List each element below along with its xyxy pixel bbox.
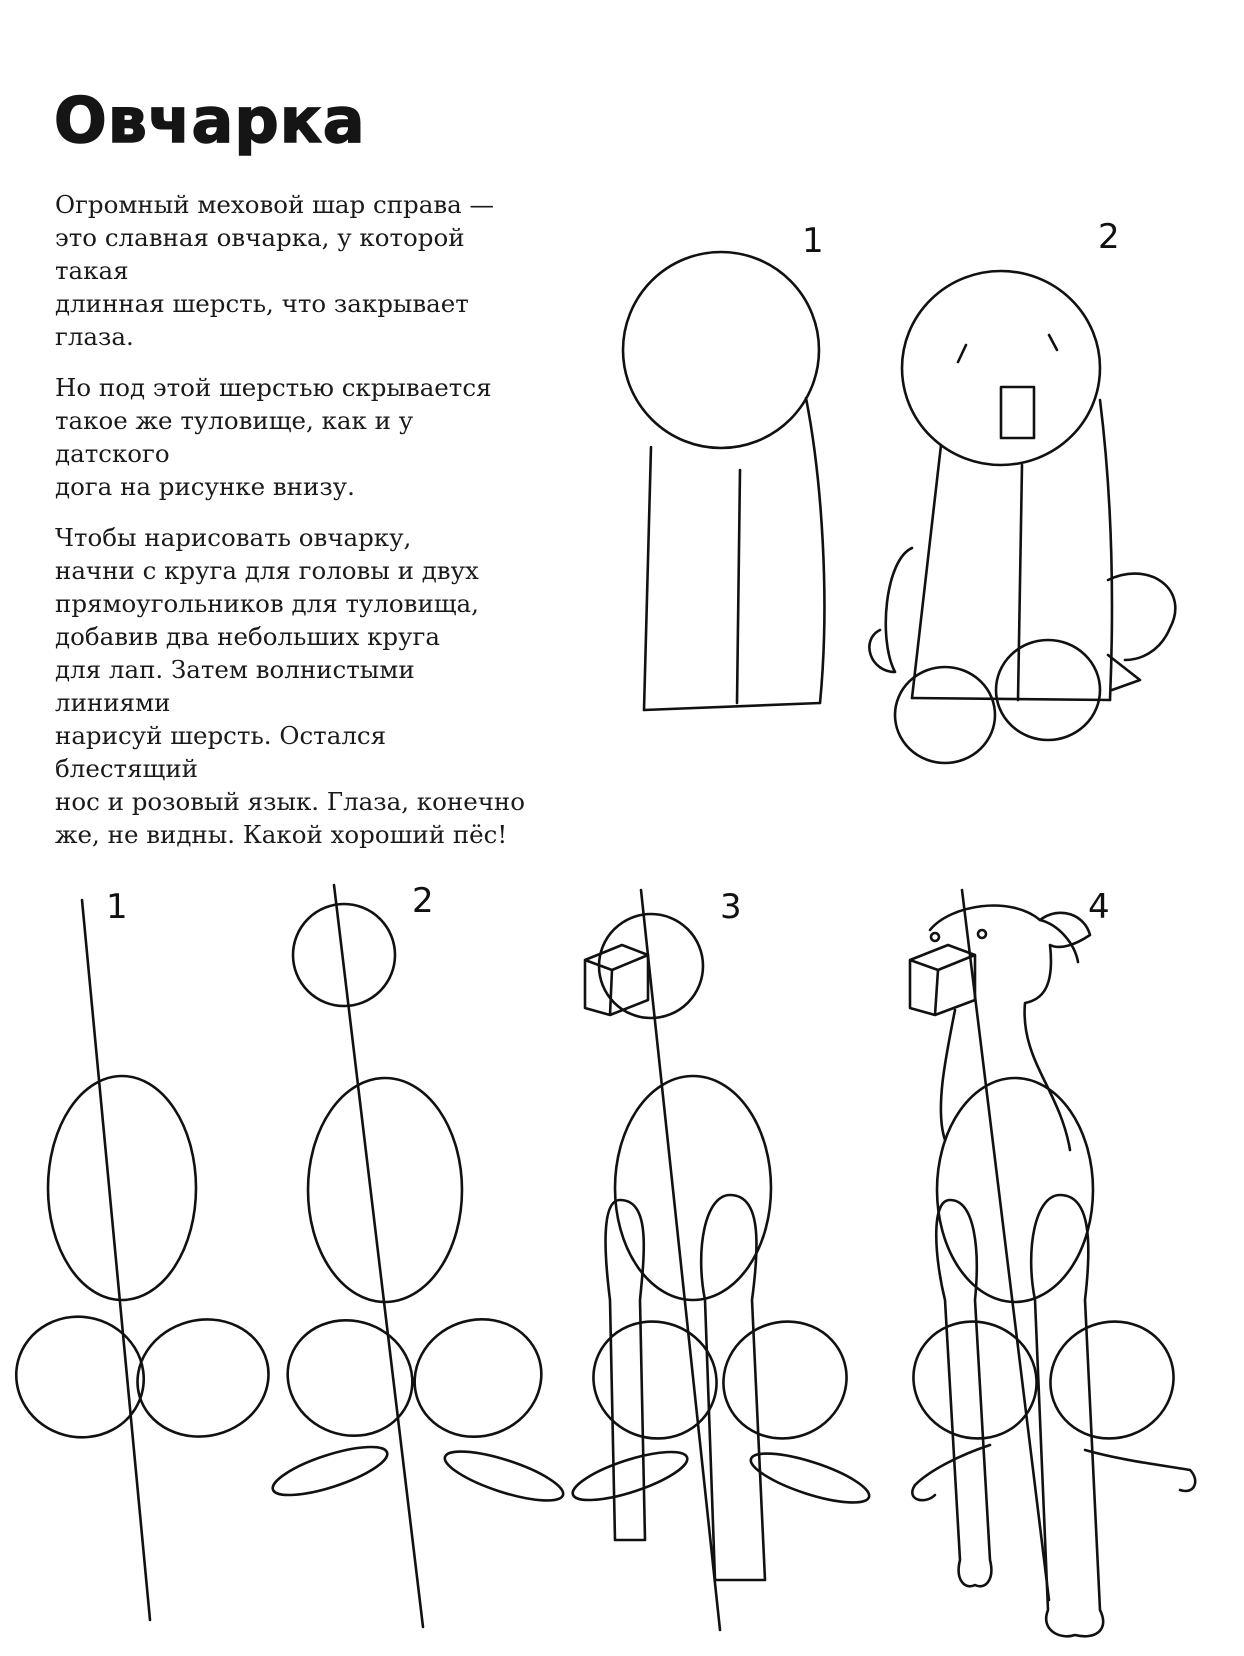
sheepdog-step-1-sketch xyxy=(623,221,824,710)
great-dane-4-eye-dot xyxy=(978,930,986,938)
great-dane-step-3-sketch xyxy=(568,887,874,1630)
great-dane-3-body-oval xyxy=(615,1076,771,1300)
great-dane-step-2-sketch xyxy=(268,881,568,1627)
page-title: Овчарка xyxy=(54,84,366,157)
sheepdog-head-circle xyxy=(623,252,819,448)
great-dane-4-left-back-paw xyxy=(912,1445,990,1500)
sheepdog-body-right-edge xyxy=(806,398,824,703)
paragraph-steps: Чтобы нарисовать овчарку, начни с круга для головы и двух прямоугольников для туловища, добавив два небольших круга для лап. Затем волнистыми линиями нарисуй шерсть. Остался блестящий нос и розовый язык. Глаза, конечно же, не видны. Какой хороший пёс! xyxy=(55,523,525,849)
sheepdog-nose-rectangle xyxy=(1001,387,1034,438)
sheepdog-step-2-number: 2 xyxy=(1098,217,1120,257)
great-dane-2-body-oval xyxy=(308,1078,462,1302)
great-dane-2-right-paw xyxy=(440,1442,568,1511)
great-dane-4-head-outline xyxy=(930,906,1090,1150)
sheepdog-left-eye-mark xyxy=(958,345,966,362)
great-dane-3-left-paw xyxy=(568,1442,692,1510)
great-dane-2-right-haunch xyxy=(398,1302,558,1455)
great-dane-step-3-number: 3 xyxy=(720,887,742,927)
sheepdog-body-bottom-edge xyxy=(644,703,820,710)
great-dane-2-head-circle xyxy=(293,904,395,1006)
great-dane-1-body-oval xyxy=(48,1076,196,1300)
sheepdog-body-middle-line xyxy=(737,470,740,703)
paragraph-intro: Огромный меховой шар справа — это славная овчарка, у которой такая длинная шерсть, что закрывает глаза. xyxy=(55,190,495,351)
great-dane-step-4-sketch xyxy=(897,887,1195,1636)
sheepdog-left-front-paw xyxy=(895,667,995,763)
great-dane-3-head-circle xyxy=(599,914,703,1018)
great-dane-2-left-haunch xyxy=(271,1303,428,1453)
sheepdog-right-front-paw xyxy=(996,640,1100,740)
sheepdog-body-left-edge xyxy=(644,447,651,710)
sheepdog-right-eye-mark xyxy=(1049,335,1057,350)
great-dane-step-2-number: 2 xyxy=(412,881,434,921)
paragraph-body: Но под этой шерстью скрывается такое же туловище, как и у датского дога на рисунке внизу. xyxy=(55,373,492,501)
sheepdog-step-2-sketch xyxy=(869,217,1175,763)
great-dane-step-4-number: 4 xyxy=(1088,887,1110,927)
great-dane-3-right-front-leg xyxy=(701,1195,765,1580)
great-dane-4-muzzle-box xyxy=(910,945,975,1015)
great-dane-2-left-paw xyxy=(268,1437,392,1505)
great-dane-step-1-sketch xyxy=(3,887,282,1620)
great-dane-1-left-haunch xyxy=(3,1302,158,1451)
great-dane-4-nose-dot xyxy=(931,933,939,941)
great-dane-step-1-number: 1 xyxy=(106,887,128,927)
great-dane-2-guideline xyxy=(334,885,423,1627)
great-dane-3-guideline xyxy=(641,890,720,1630)
sheepdog-torso-middle xyxy=(1018,465,1022,700)
sheepdog-left-haunch xyxy=(869,548,912,672)
great-dane-4-left-front-leg xyxy=(936,1200,991,1586)
great-dane-4-right-front-leg xyxy=(1031,1195,1103,1636)
great-dane-4-right-haunch xyxy=(1034,1304,1190,1455)
great-dane-1-right-haunch xyxy=(124,1305,282,1451)
sheepdog-torso-left xyxy=(912,445,941,698)
great-dane-1-guideline xyxy=(82,900,150,1620)
great-dane-3-right-paw xyxy=(746,1444,874,1513)
sheepdog-torso-right xyxy=(1100,400,1112,700)
great-dane-4-body-oval xyxy=(937,1078,1093,1302)
sheepdog-right-haunch xyxy=(1108,574,1175,660)
sheepdog-torso-bottom xyxy=(912,698,1110,700)
sheepdog-step-1-number: 1 xyxy=(802,221,824,261)
great-dane-3-right-haunch xyxy=(707,1304,863,1455)
great-dane-4-right-back-paw xyxy=(1085,1450,1195,1491)
great-dane-4-ear xyxy=(1040,920,1078,962)
